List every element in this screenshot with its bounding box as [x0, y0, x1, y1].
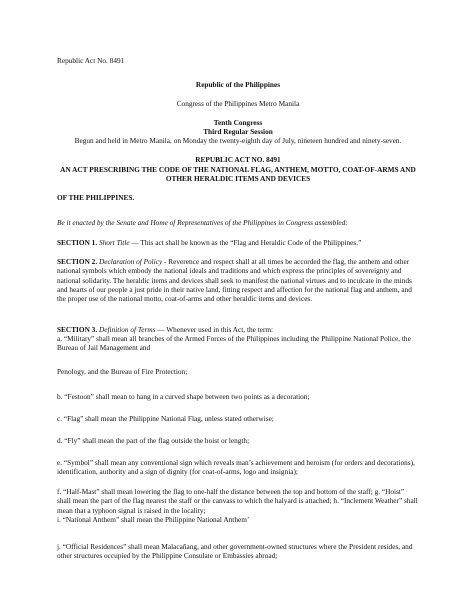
section-3-heading: SECTION 3. — [57, 325, 98, 334]
definition-a: a. “Military” shall mean all branches of the Armed Forces of the Philippines including the Philippine National Police, the Bureau of Jail Management and — [57, 334, 411, 353]
begun-text: Begun and held in Metro Manila, on Monday the twenty-eighth day of July, nineteen hundred and ninety-seven. — [74, 136, 402, 145]
session-heading: Third Regular Session — [203, 127, 273, 136]
definition-c: c. “Flag” shall mean the Philippine National Flag, unless stated otherwise; — [57, 414, 274, 423]
section-2-heading: SECTION 2. — [57, 257, 98, 266]
congress-heading: Tenth Congress — [213, 118, 263, 127]
section-2-text: - Reverence and respect shall at all times be accorded the flag, the anthem and other national symbols which embody the national ideals and traditions and which express the principles of sovereignty and national solidarity. The heraldic items and devices shall seek to manifest the national virtues and to inculcate in the minds and hearts of our people a just pride in their native land, fitting respect and affection for the national flag and anthem, and the proper use of the national motto, coat-of-arms and other heraldic items and devices. — [57, 257, 412, 304]
section-3-title: Definition of Terms — [98, 325, 156, 334]
definition-b: b. “Festoon” shall mean to hang in a curved shape between two points as a decoration; — [57, 392, 310, 401]
ra-heading: REPUBLIC ACT NO. 8491 — [195, 155, 281, 164]
section-2 — [57, 257, 419, 303]
section-1-title: Short Title — [98, 238, 130, 247]
section-1-text: — This act shall be known as the “Flag and Heraldic Code of the Philippines.” — [129, 238, 362, 247]
definition-j: j. “Official Residences” shall mean Malacañang, and other government-owned structures where the President resides, and other structures occupied by the Philippine Consulate or Embassies abroad; — [57, 542, 413, 561]
definition-i: i. “National Anthem” shall mean the Philippine National Anthem’ — [57, 515, 250, 524]
congress-place: Congress of the Philippines Metro Manila — [176, 99, 300, 108]
definition-a-continued: Penology, and the Bureau of Fire Protection; — [57, 367, 188, 376]
section-3-text: — Whenever used in this Act, the term: — [155, 325, 274, 334]
section-2-title: Declaration of Policy — [98, 257, 163, 266]
republic-heading: Republic of the Philippines — [195, 80, 281, 89]
definition-d: d. “Fly” shall mean the part of the flag outside the hoist or length; — [57, 436, 250, 445]
act-title: AN ACT PRESCRIBING THE CODE OF THE NATIONAL FLAG, ANTHEM, MOTTO, COAT-OF-ARMS AND OTHER HERALDIC ITEMS AND DEVICES — [60, 165, 416, 184]
definition-f-g-h: f. “Half-Mast” shall mean lowering the flag to one-half the distance between the top and bottom of the staff; g. “Hoist” shall mean the part of the flag nearest the staff or the canvass to which the halyard is attached; h. “Inclement Weather” shall mean that a typhoon signal is raised in the locality; — [57, 487, 418, 515]
of-philippines: OF THE PHILIPPINES. — [57, 193, 135, 202]
ra-label: Republic Act No. 8491 — [57, 56, 125, 65]
section-1 — [57, 238, 419, 247]
definition-e: e. “Symbol” shall mean any conventional sign which reveals man’s achievement and heroism (for orders and decorations), identification, authority and a sign of dignity (for coat-of-arms, logo and insignia); — [57, 458, 415, 477]
section-1-heading: SECTION 1. — [57, 238, 98, 247]
section-3 — [57, 325, 419, 334]
enacting-clause: Be it enacted by the Senate and Home of Representatives of the Philippines in Congress assembled: — [57, 218, 348, 227]
